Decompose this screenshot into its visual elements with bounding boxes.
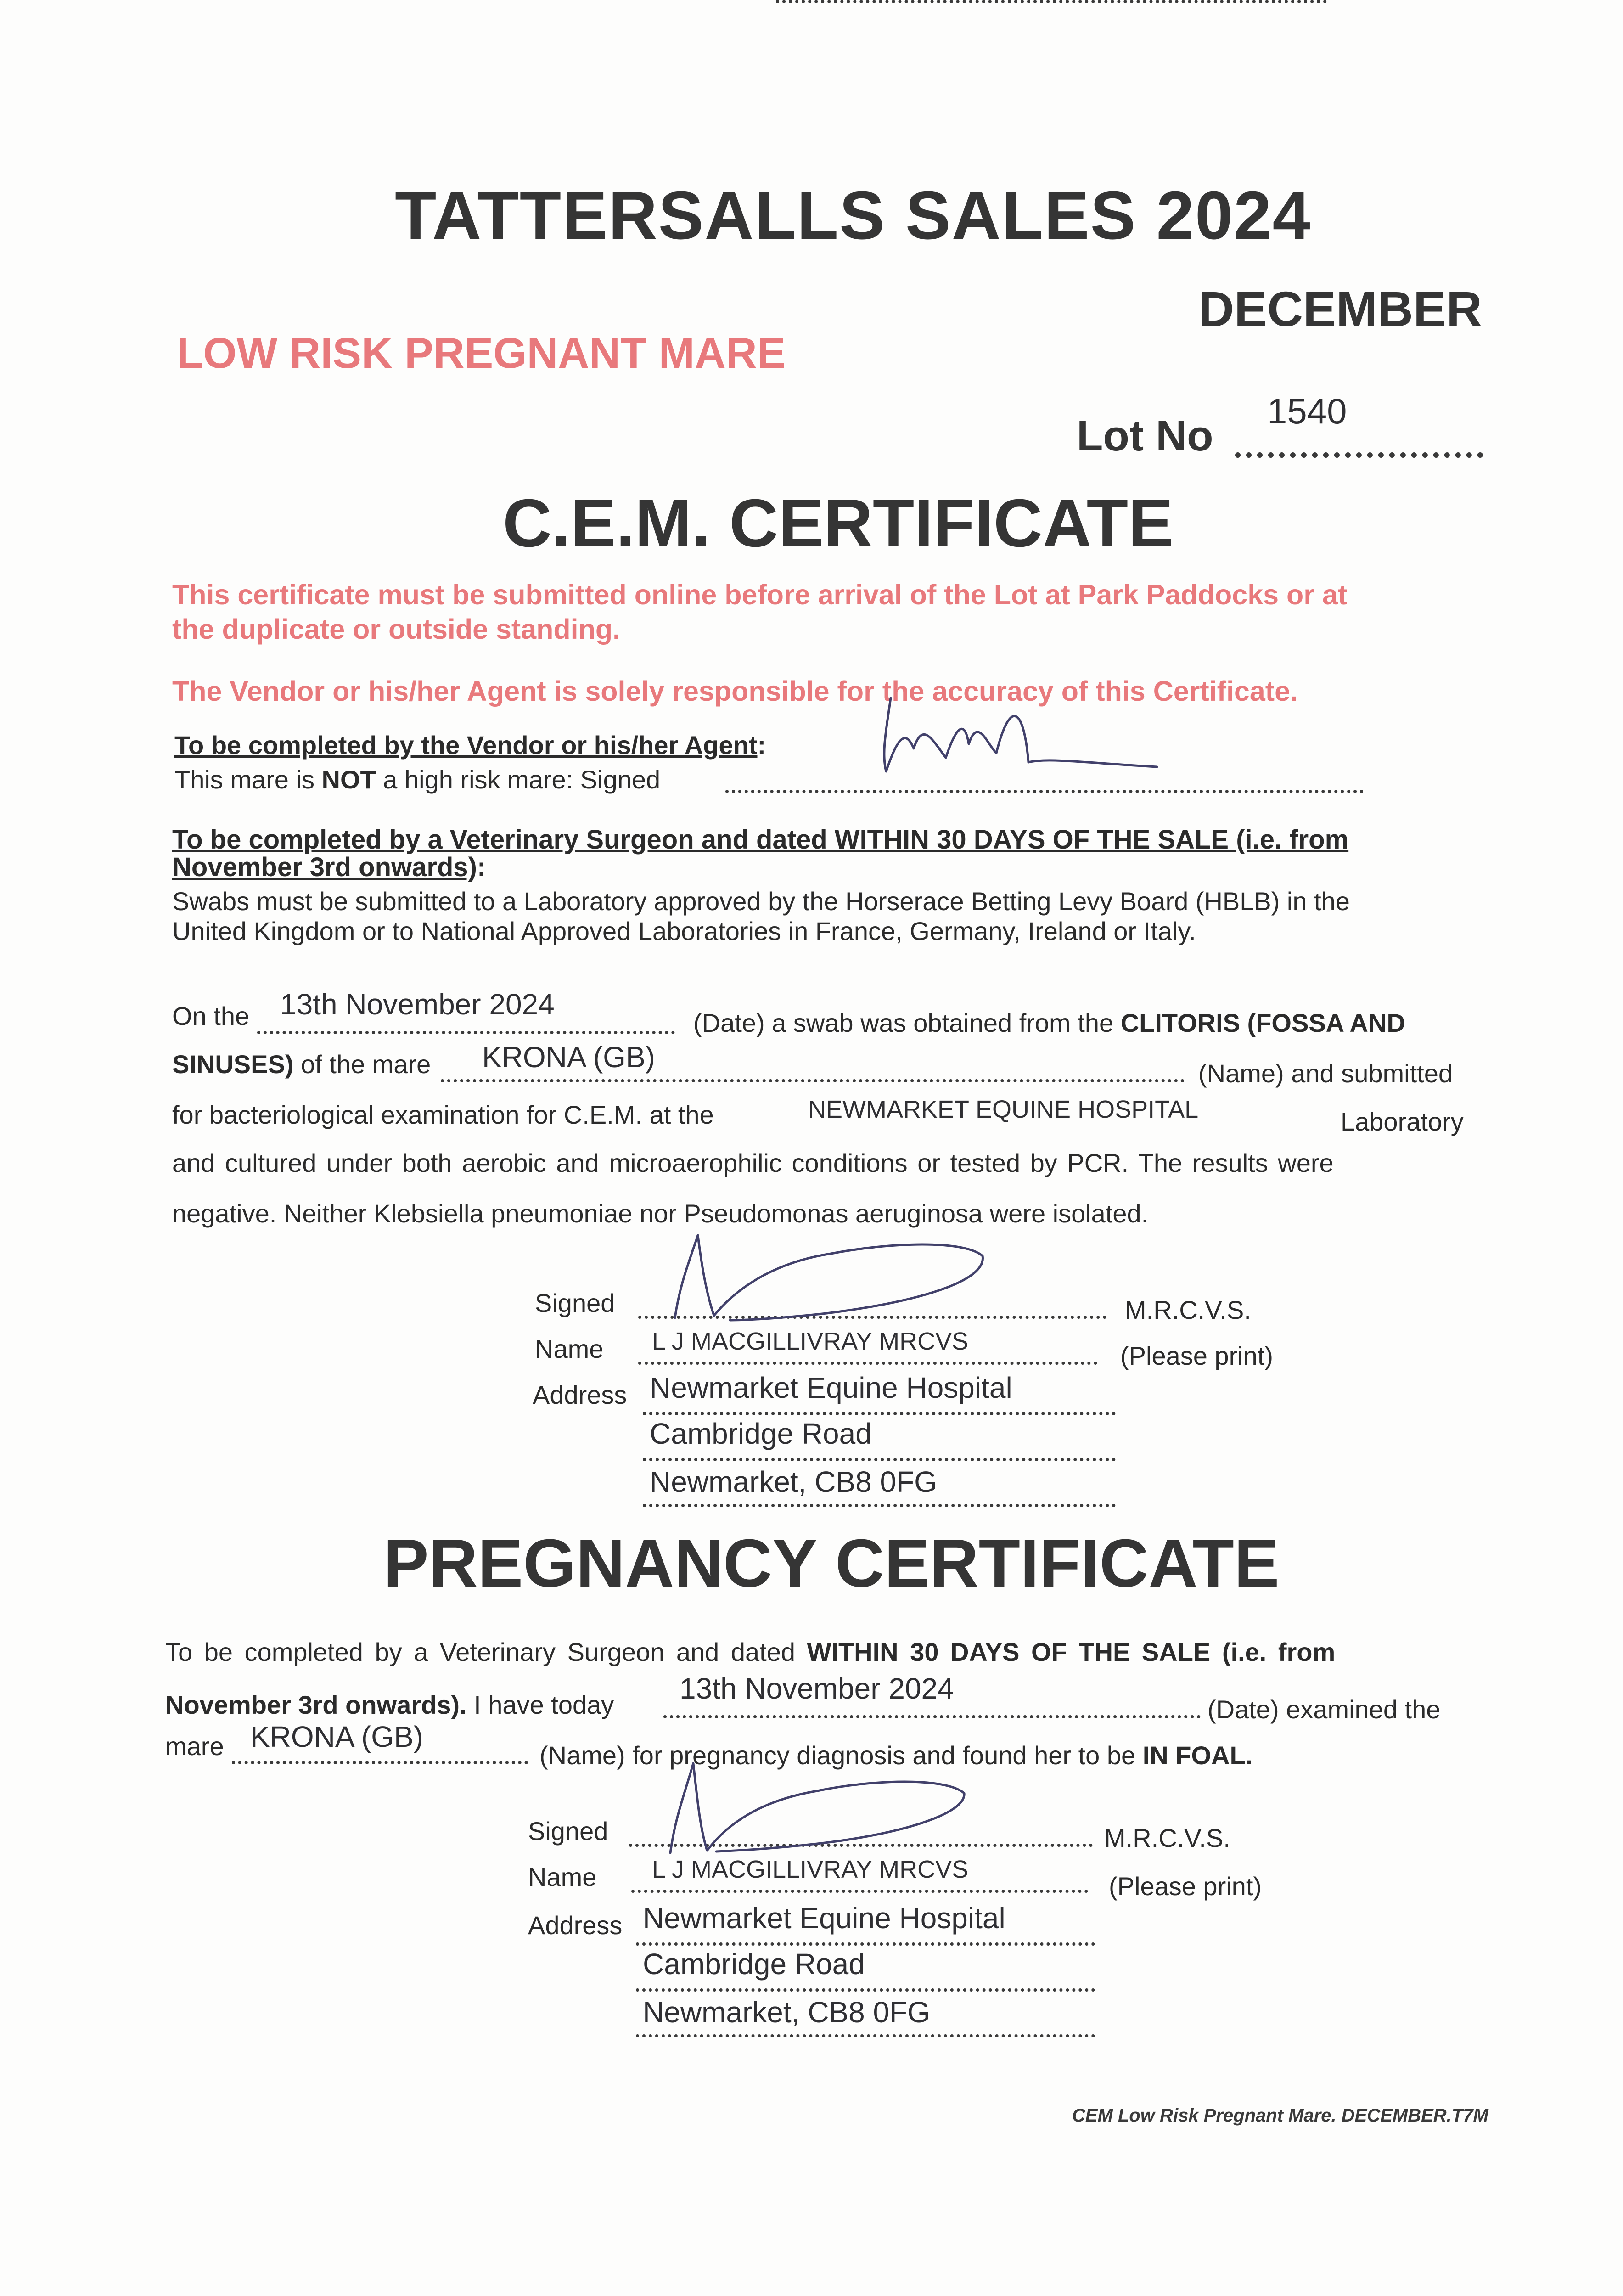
responsibility-notice: The Vendor or his/her Agent is solely responsible for the accuracy of this Certificate. [172, 675, 1298, 707]
preg-mare-label: mare [165, 1732, 224, 1761]
cem-address-label: Address [533, 1380, 627, 1409]
cem-address-line-3 [643, 1504, 1116, 1507]
pregnancy-intro-line1 [165, 1637, 1335, 1667]
vendor-heading-colon: : [757, 731, 766, 760]
preg-address-value-3: Newmarket, CB8 0FG [643, 1996, 930, 2029]
preg-mrcvs-label: M.R.C.V.S. [1104, 1823, 1230, 1852]
swab-date-value: 13th November 2024 [280, 988, 555, 1021]
exam-date-value: 13th November 2024 [680, 1672, 954, 1705]
pregnancy-november-bold: November 3rd onwards). [165, 1690, 467, 1719]
vendor-statement-post: a high risk mare: Signed [383, 765, 661, 794]
category-label: LOW RISK PREGNANT MARE [177, 329, 786, 377]
preg-address-line-1 [636, 1942, 1095, 1946]
cem-vet-name-line [638, 1362, 1097, 1365]
vet-heading-line2-text: November 3rd onwards) [172, 852, 477, 882]
cem-vet-name-value: L J MACGILLIVRAY MRCVS [652, 1328, 969, 1355]
preg-address-line-3 [636, 2034, 1095, 2037]
vet-heading-colon: : [477, 852, 486, 882]
cem-mare-name-line [441, 1079, 1185, 1082]
swab-date-label [693, 1008, 1405, 1038]
on-the-label: On the [172, 1002, 250, 1030]
preg-address-label: Address [528, 1911, 623, 1940]
vendor-statement-pre: This mare is [174, 765, 314, 794]
form-code: CEM Low Risk Pregnant Mare. DECEMBER.T7M [1072, 2105, 1488, 2126]
cem-address-value-2: Cambridge Road [650, 1417, 872, 1450]
preg-address-value-1: Newmarket Equine Hospital [643, 1902, 1005, 1935]
preg-vet-signature [624, 1754, 992, 1860]
cem-mrcvs-label: M.R.C.V.S. [1125, 1295, 1251, 1324]
cem-certificate-title: C.E.M. CERTIFICATE [503, 485, 1174, 561]
vendor-signature [872, 689, 1194, 794]
swab-date-text: (Date) a swab was obtained from the [693, 1008, 1114, 1037]
cem-signed-label: Signed [535, 1289, 615, 1317]
cultured-statement: and cultured under both aerobic and microaerophilic conditions or tested by PCR. The results were [172, 1148, 1334, 1177]
in-foal-result: IN FOAL. [1142, 1741, 1253, 1770]
laboratory-label: Laboratory [1341, 1107, 1464, 1136]
document-title: TATTERSALLS SALES 2024 [395, 178, 1311, 253]
pregnancy-certificate-title: PREGNANCY CERTIFICATE [383, 1525, 1280, 1601]
vet-section-heading-line1: To be completed by a Veterinary Surgeon and dated WITHIN 30 DAYS OF THE SALE (i.e. from [172, 825, 1349, 855]
vendor-statement-not: NOT [321, 765, 376, 794]
cem-please-print: (Please print) [1120, 1341, 1274, 1370]
vet-section-heading-line2 [172, 852, 486, 883]
cem-address-value-1: Newmarket Equine Hospital [650, 1371, 1012, 1404]
negative-result-statement: negative. Neither Klebsiella pneumoniae nor Pseudomonas aeruginosa were isolated. [172, 1199, 1149, 1228]
name-submitted-label: (Name) and submitted [1198, 1059, 1453, 1088]
cem-address-value-3: Newmarket, CB8 0FG [650, 1465, 937, 1498]
vendor-statement [174, 765, 660, 794]
pregnancy-intro-bold: WITHIN 30 DAYS OF THE SALE (i.e. from [807, 1638, 1336, 1666]
preg-name-label: Name [528, 1863, 597, 1891]
mare-line [172, 1049, 431, 1079]
lot-label: Lot No [1077, 411, 1213, 460]
preg-address-value-2: Cambridge Road [643, 1947, 865, 1981]
lot-number: 1540 [1267, 391, 1347, 431]
cem-address-line-2 [643, 1458, 1116, 1461]
vendor-heading-text: To be completed by the Vendor or his/her Agent [174, 731, 758, 760]
cem-vet-signature [634, 1221, 1010, 1327]
preg-please-print: (Please print) [1109, 1872, 1262, 1901]
preg-vet-name-line [631, 1890, 1088, 1893]
bacteriological-label: for bacteriological examination for C.E.M. at the [172, 1100, 714, 1129]
sale-month: DECEMBER [1198, 281, 1483, 337]
submission-notice-line2: the duplicate or outside standing. [172, 613, 621, 645]
cem-address-line-1 [643, 1412, 1116, 1415]
pregnancy-intro-text: To be completed by a Veterinary Surgeon and dated [165, 1638, 795, 1666]
diagnosis-text: (Name) for pregnancy diagnosis and found her to be [539, 1741, 1136, 1770]
cem-name-label: Name [535, 1334, 604, 1363]
lot-number-line [1235, 452, 1483, 458]
date-examined-label: (Date) examined the [1207, 1695, 1441, 1724]
vendor-section-heading [174, 730, 766, 760]
cem-mare-name-value: KRONA (GB) [482, 1041, 655, 1074]
exam-date-line [663, 1715, 1201, 1718]
laboratory-line [776, 0, 1327, 3]
swab-requirement-line2: United Kingdom or to National Approved Laboratories in France, Germany, Ireland or Italy. [172, 917, 1196, 945]
preg-vet-name-value: L J MACGILLIVRAY MRCVS [652, 1856, 969, 1883]
preg-mare-name-line [232, 1761, 528, 1764]
preg-mare-name-value: KRONA (GB) [250, 1720, 423, 1753]
preg-signed-label: Signed [528, 1817, 608, 1846]
swab-requirement-line1: Swabs must be submitted to a Laboratory approved by the Horserace Betting Levy Board (HBLB) in the [172, 887, 1350, 916]
swab-site-bold-1: CLITORIS (FOSSA AND [1120, 1008, 1405, 1037]
i-have-today-label: I have today [474, 1690, 614, 1719]
pregnancy-intro-line2 [165, 1690, 614, 1720]
swab-site-bold-2: SINUSES) [172, 1050, 294, 1079]
of-the-mare-label: of the mare [301, 1050, 431, 1079]
preg-address-line-2 [636, 1988, 1095, 1992]
submission-notice-line1: This certificate must be submitted online before arrival of the Lot at Park Paddocks or at [172, 579, 1348, 610]
swab-date-line [257, 1031, 675, 1034]
laboratory-name-value: NEWMARKET EQUINE HOSPITAL [808, 1096, 1199, 1123]
